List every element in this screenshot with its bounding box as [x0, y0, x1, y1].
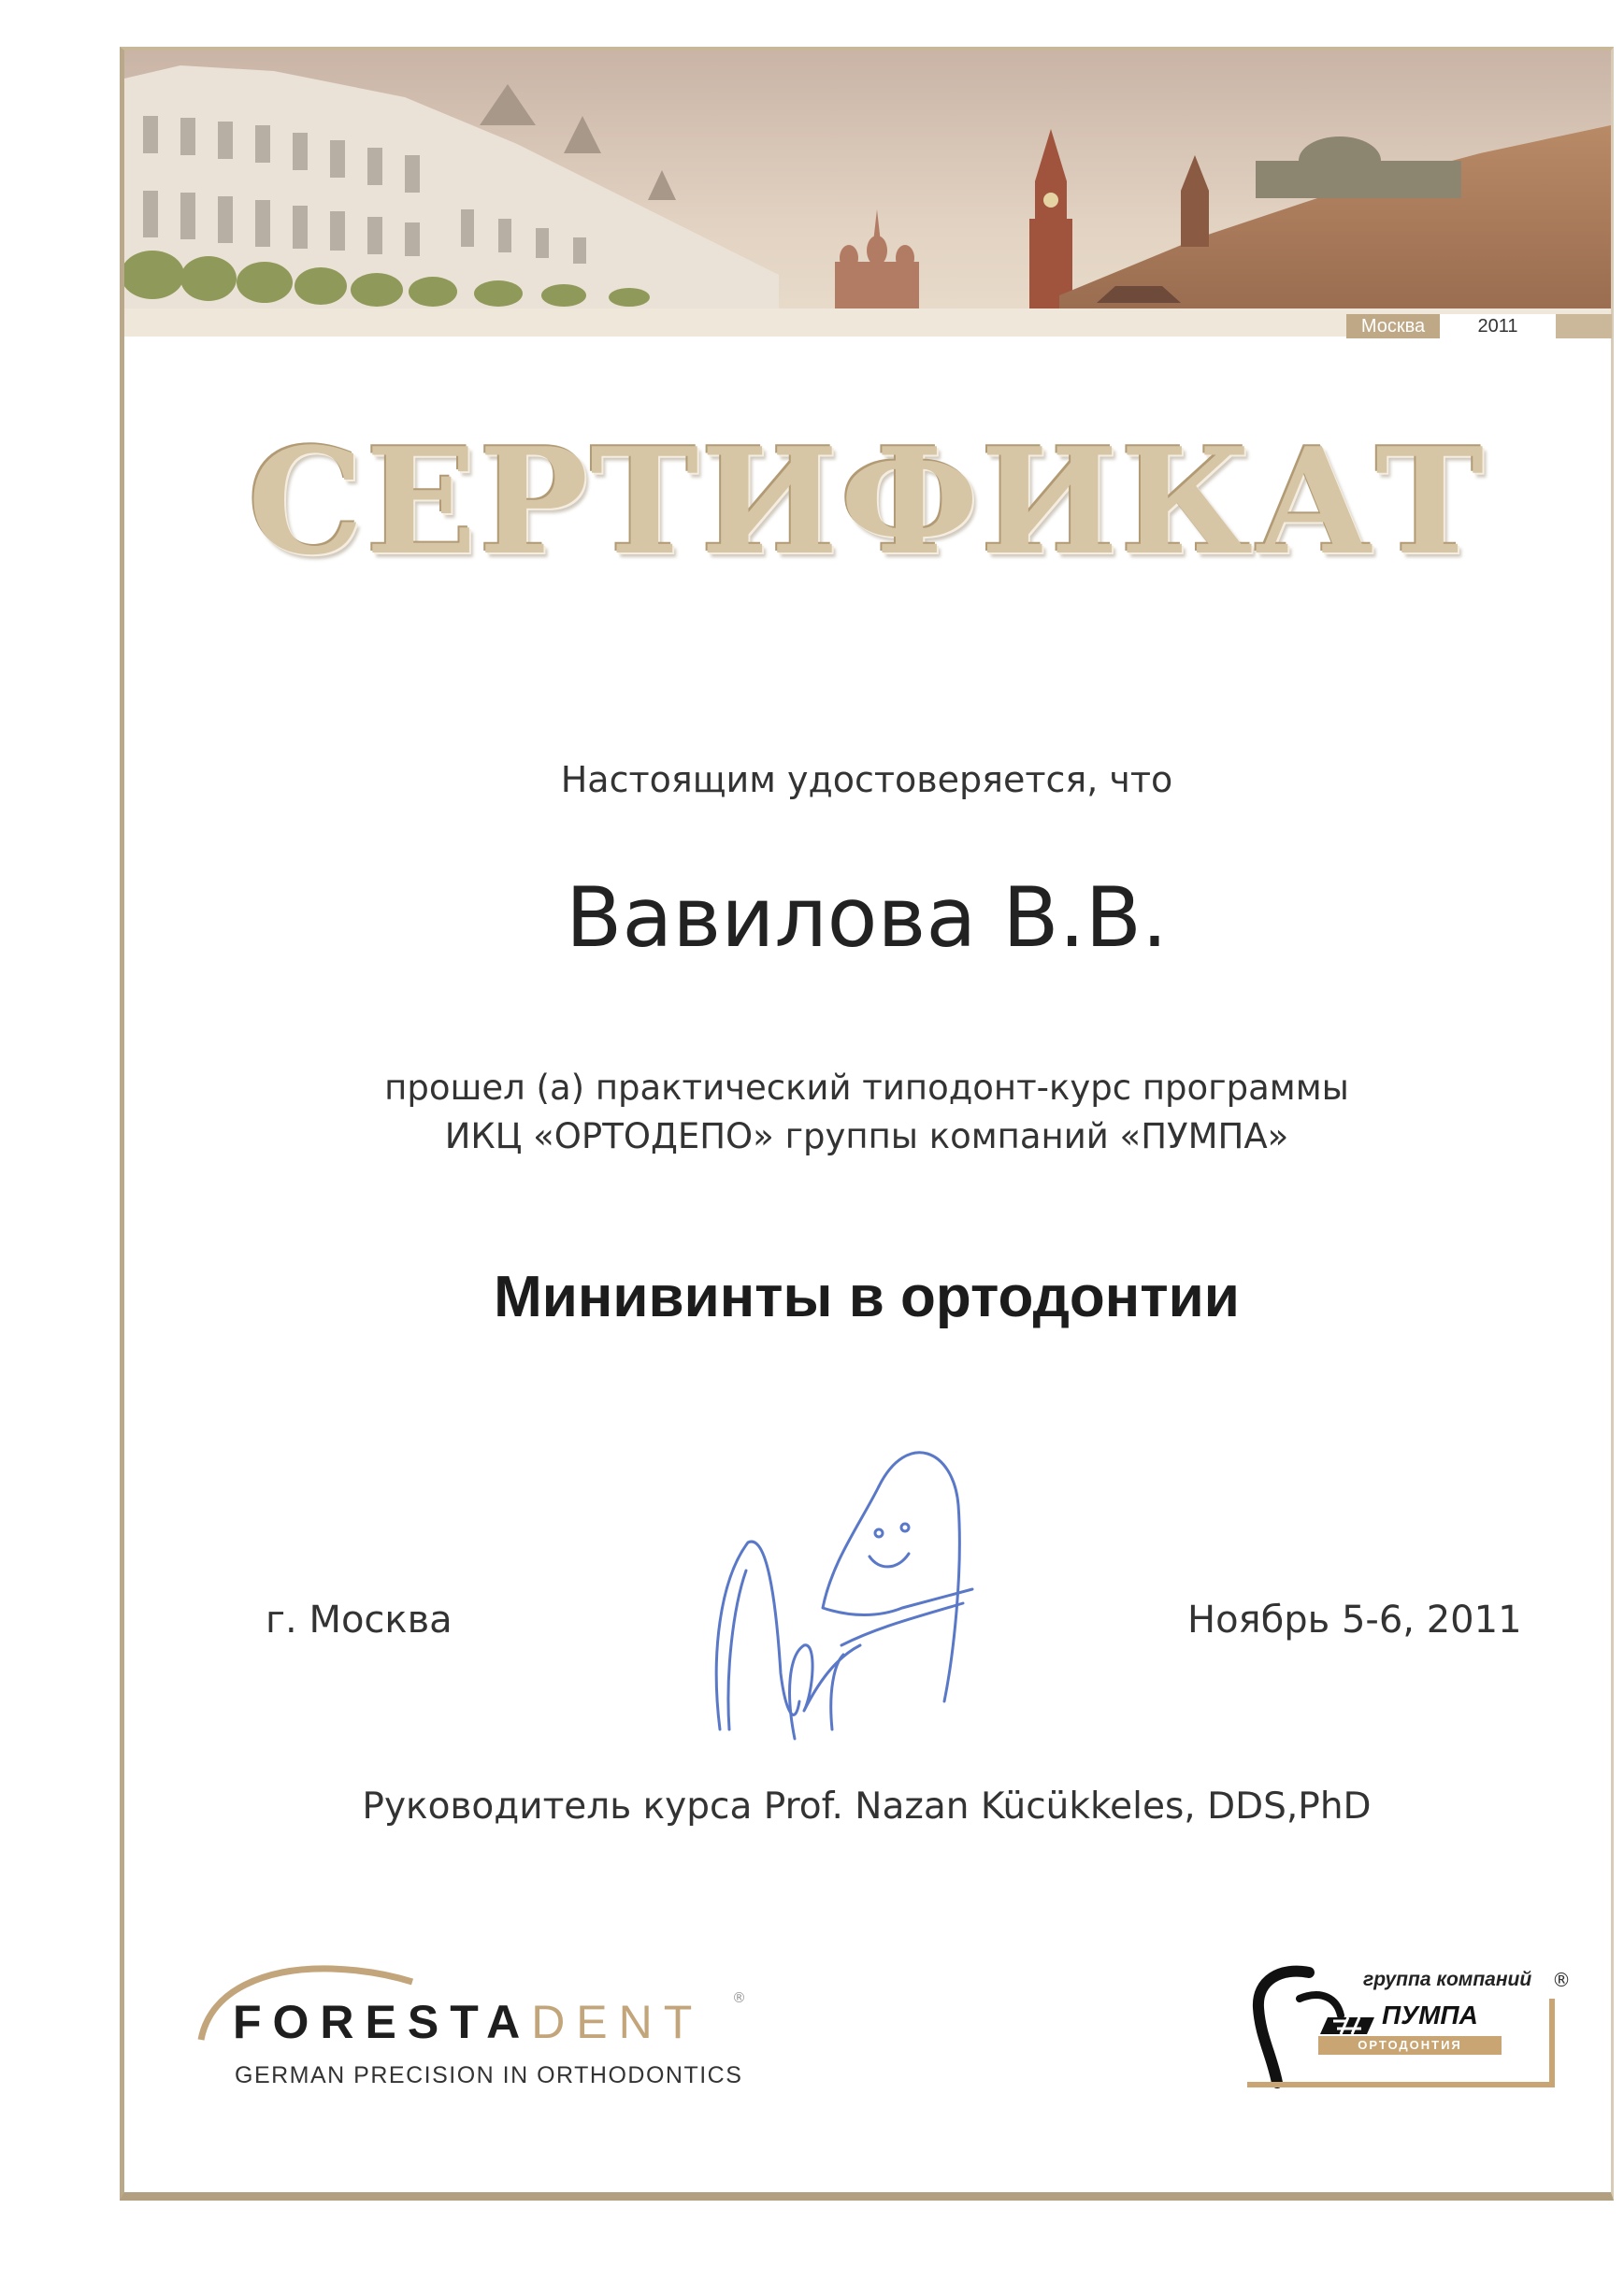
- description-line-2: ИКЦ «ОРТОДЕПО» группы компаний «ПУМПА»: [444, 1116, 1289, 1156]
- certificate-city: г. Москва: [266, 1599, 453, 1642]
- course-director: Руководитель курса Prof. Nazan Kücükkeles, DDS,PhD: [362, 1786, 1372, 1828]
- course-title: Минивинты в ортодонтии: [494, 1265, 1240, 1329]
- recipient-name: Вавилова В.В.: [566, 869, 1168, 966]
- forestadent-tagline: GERMAN PRECISION IN ORTHODONTICS: [235, 2062, 743, 2088]
- foresta-registered-mark: ®: [732, 1989, 746, 2006]
- banner-year-tag: 2011: [1440, 314, 1556, 338]
- pumpa-strip-label: ОРТОДОНТИЯ: [1318, 2036, 1502, 2055]
- description-line-1: прошел (а) практический типодонт-курс программы: [384, 1068, 1349, 1108]
- pumpa-registered-mark: ®: [1552, 1969, 1571, 1991]
- handwritten-signature-icon: [692, 1430, 991, 1771]
- intro-text: Настоящим удостоверяется, что: [560, 759, 1173, 800]
- certificate-title: СЕРТИФИКАТ: [247, 416, 1487, 587]
- banner-city-tag: Москва: [1346, 314, 1440, 338]
- certificate-date: Ноябрь 5-6, 2011: [1187, 1599, 1522, 1642]
- pumpa-logo: [1243, 1961, 1580, 2092]
- banner-tag-tail: [1556, 314, 1612, 338]
- pumpa-name: ПУМПА: [1382, 2001, 1478, 2030]
- forestadent-logo: [192, 1961, 790, 2101]
- pumpa-group-label: группа компаний: [1363, 1969, 1532, 1990]
- foresta-word-light: DENT: [531, 1996, 704, 2048]
- foresta-word-dark: FORESTA: [233, 1996, 532, 2048]
- forestadent-wordmark: [233, 1995, 703, 2049]
- moscow-banner-image: [124, 50, 1611, 337]
